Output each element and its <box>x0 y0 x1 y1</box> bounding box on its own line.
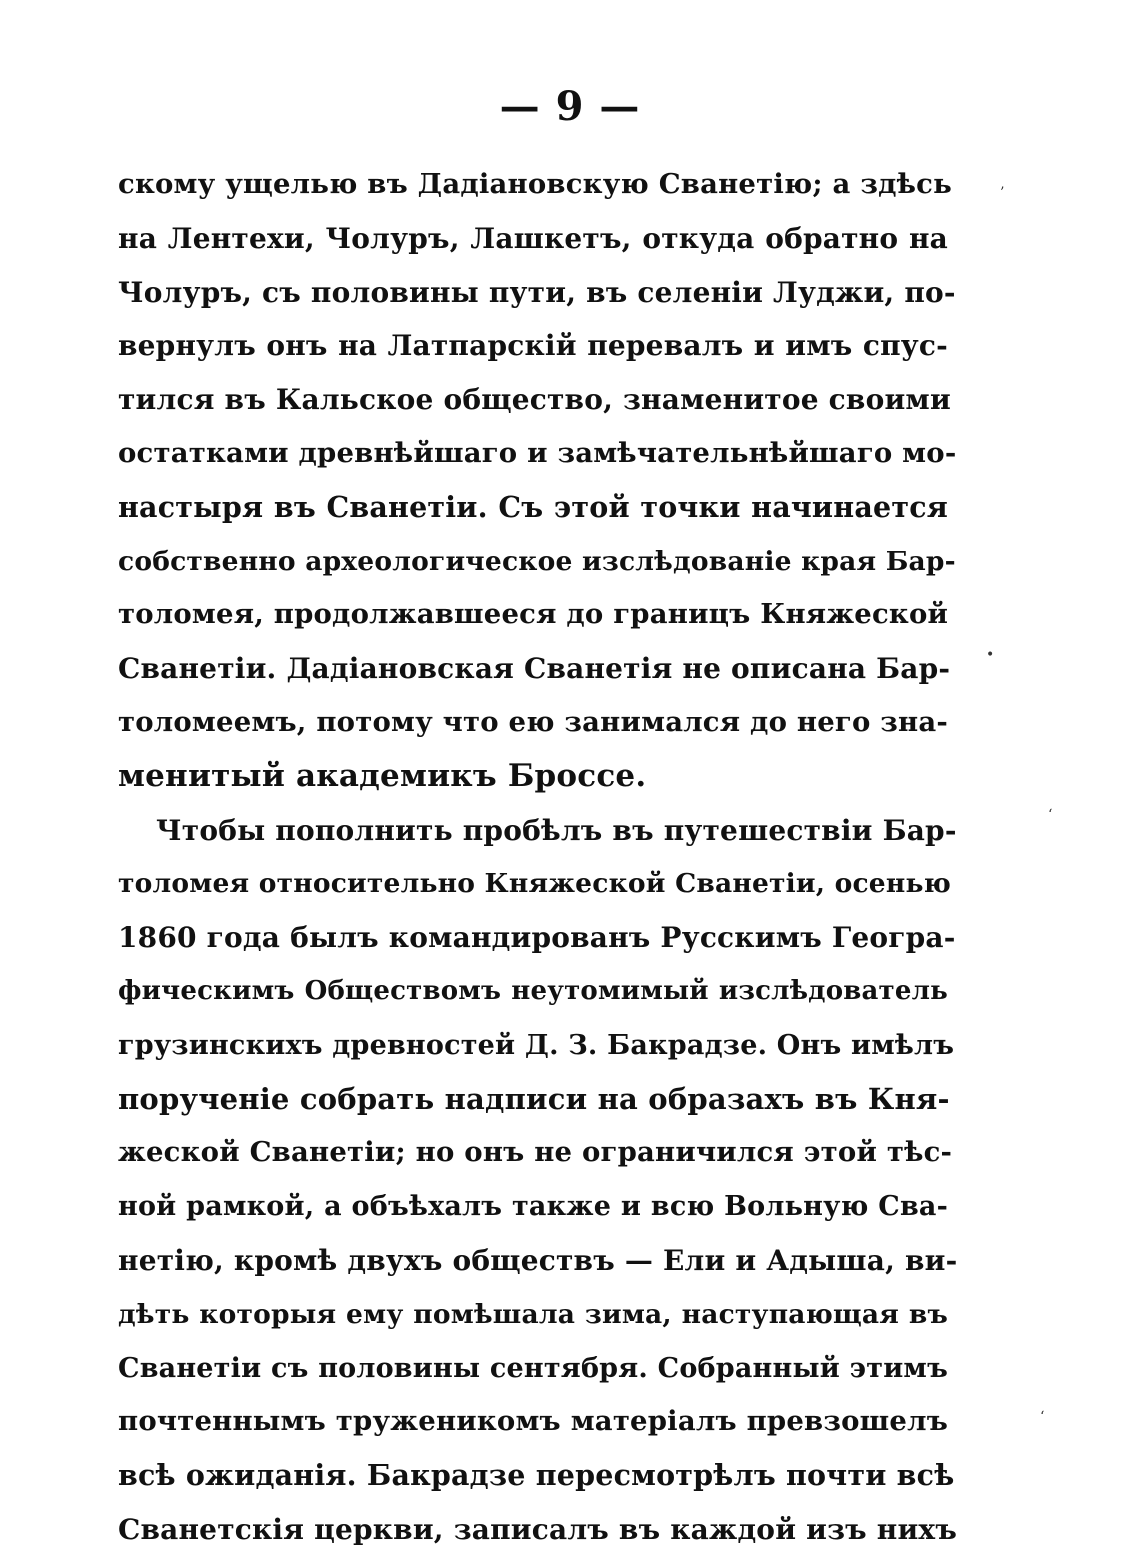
text-line: на Лентехи, Чолуръ, Лашкетъ, откуда обратно на <box>118 221 948 255</box>
text-line: настыря въ Сванетіи. Съ этой точки начинается <box>118 489 948 524</box>
text-line: Сванетскія церкви, записалъ въ каждой изъ нихъ <box>118 1512 958 1546</box>
text-line: ной рамкой, а объѣхалъ также и всю Вольную Сва- <box>118 1191 948 1223</box>
text-line: Чтобы пополнить пробѣлъ въ путешествіи Бар- <box>156 813 957 847</box>
text-line: порученіе собрать надписи на образахъ въ Кня- <box>118 1081 950 1116</box>
text-line: толомея, продолжавшееся до границъ Княжеской <box>118 598 949 631</box>
text-line: всѣ ожиданія. Бакрадзе пересмотрѣлъ почти всѣ <box>118 1458 955 1493</box>
text-line: Сванетіи. Дадіановская Сванетія не описана Бар- <box>118 652 951 686</box>
scan-speck: ‘ <box>1040 1409 1045 1425</box>
scan-speck: ‘ <box>1048 807 1053 823</box>
text-line: толомея относительно Княжеской Сванетіи, осенью <box>118 868 952 900</box>
scan-speck: ’ <box>1000 185 1005 201</box>
text-line: грузинскихъ древностей Д. З. Бакрадзе. Онъ имѣлъ <box>118 1029 955 1061</box>
text-line: скому ущелью въ Дадіановскую Сванетію; а здѣсь <box>118 168 952 200</box>
body-text <box>118 158 958 1557</box>
text-line: толомеемъ, потому что ею занимался до него зна- <box>118 705 948 738</box>
text-line: дѣть которыя ему помѣшала зима, наступающая въ <box>118 1298 948 1330</box>
page-number: — 9 — <box>499 83 641 130</box>
text-line: тился въ Кальское общество, знаменитое своими <box>118 383 951 417</box>
text-line: фическимъ Обществомъ неутомимый изслѣдователь <box>118 975 948 1006</box>
scan-speck: • <box>986 647 995 663</box>
paragraph-2 <box>118 804 958 1557</box>
text-line: собственно археологическое изслѣдованіе края Бар- <box>118 545 956 577</box>
text-line: вернулъ онъ на Латпарскій перевалъ и имъ спус- <box>118 329 948 363</box>
paragraph-1 <box>118 158 957 804</box>
text-line: остатками древнѣйшаго и замѣчательнѣйшаго мо- <box>118 436 957 469</box>
text-line: жеской Сванетіи; но онъ не ограничился этой тѣс- <box>118 1136 953 1169</box>
text-line: 1860 года былъ командированъ Русскимъ Геогра- <box>118 921 956 955</box>
text-line: менитый академикъ Броссе. <box>118 757 647 794</box>
text-line: нетію, кромѣ двухъ обществъ — Ели и Адыша, ви- <box>118 1243 958 1277</box>
text-line: Чолуръ, съ половины пути, въ селеніи Луджи, по- <box>118 275 956 309</box>
text-line: Сванетіи съ половины сентября. Собранный этимъ <box>118 1352 948 1384</box>
text-line: почтеннымъ труженикомъ матеріалъ превзошелъ <box>118 1405 948 1438</box>
